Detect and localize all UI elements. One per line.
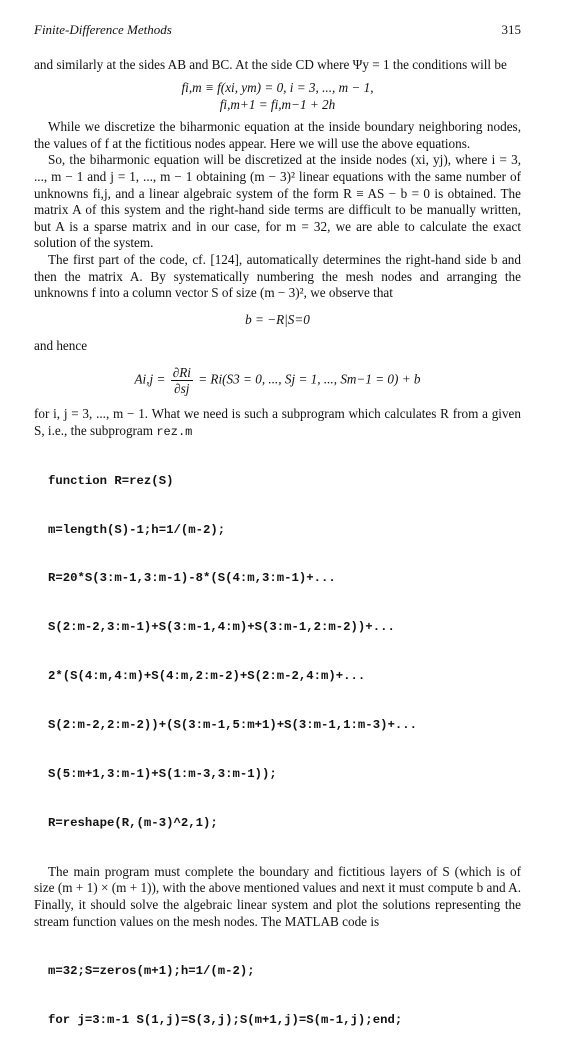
equation-boundary-conditions xyxy=(34,79,521,113)
fraction-denominator: ∂sj xyxy=(174,380,190,396)
code-line: m=length(S)-1;h=1/(m-2); xyxy=(48,522,226,537)
page-number: 315 xyxy=(501,22,521,37)
code-line: R=reshape(R,(m-3)^2,1); xyxy=(48,815,218,830)
paragraph-3: So, the biharmonic equation will be discretized at the inside nodes (xi, yj), where i = 3, ..., m − 1 and j = 1, ..., m − 1 obtaining (m − 3)² linear equations with the same number of unknowns fi,j, and a linear algebraic system of the form R ≡ AS − b = 0 is obtained. The matrix A of this system and the right-hand side terms are difficult to be manually written, but A is a sparse matrix and in our case, for m = 32, we are able to calculate the exact solution of the system. xyxy=(34,152,521,251)
partial-fraction xyxy=(171,365,193,396)
equation-lhs: Ai,j = xyxy=(134,371,166,387)
file-name: rez.m xyxy=(156,424,193,439)
code-line: S(5:m+1,3:m-1)+S(1:m-3,3:m-1)); xyxy=(48,767,277,782)
equation-line-1: fi,m ≡ f(xi, ym) = 0, i = 3, ..., m − 1, xyxy=(181,80,374,96)
equation-b: b = −R|S=0 xyxy=(245,311,310,327)
equation-rhs: = Ri(S3 = 0, ..., Sj = 1, ..., Sm−1 = 0) + b xyxy=(198,371,421,387)
paragraph-2: While we discretize the biharmonic equation at the inside boundary neighboring nodes, the values of f at the fictitious nodes appear. Here we will use the above equations. xyxy=(34,119,521,151)
paragraph-4: The first part of the code, cf. [124], automatically determines the right-hand side b and then the matrix A. By systematically numbering the mesh nodes and arranging the unknowns f into a column vector S of size (m − 3)², we observe that xyxy=(34,251,521,301)
fraction-numerator: ∂Ri xyxy=(172,364,191,380)
running-header xyxy=(34,22,521,39)
paragraph-7: The main program must complete the boundary and fictitious layers of S (which is of size (m + 1) × (m + 1)), with the above mentioned values and next it must compute b and A. Finally, it should solve the algebraic linear system and plot the solutions representing the stream function values on the mesh nodes. The MATLAB code is xyxy=(34,863,521,929)
paragraph-5: and hence xyxy=(34,338,88,354)
code-line: function R=rez(S) xyxy=(48,473,174,488)
code-line: S(2:m-2,2:m-2))+(S(3:m-1,5:m+1)+S(3:m-1,1:m-3)+... xyxy=(48,718,417,733)
code-block-rez xyxy=(48,440,521,864)
code-line: for j=3:m-1 S(1,j)=S(3,j);S(m+1,j)=S(m-1,j);end; xyxy=(48,1012,403,1027)
paragraph-6-text: for i, j = 3, ..., m − 1. What we need is such a subprogram which calculates R from a given S, i.e., the subprogram xyxy=(34,405,521,438)
paragraph-1: and similarly at the sides AB and BC. At the side CD where Ψy = 1 the conditions will be xyxy=(34,56,507,72)
code-block-main xyxy=(48,930,521,1060)
code-line: R=20*S(3:m-1,3:m-1)-8*(S(4:m,3:m-1)+... xyxy=(48,571,336,586)
book-page xyxy=(34,22,521,1061)
code-line: 2*(S(4:m,4:m)+S(4:m,2:m-2)+S(2:m-2,4:m)+... xyxy=(48,669,366,684)
paragraph-6 xyxy=(34,406,521,440)
code-line: S(2:m-2,3:m-1)+S(3:m-1,4:m)+S(3:m-1,2:m-2))+... xyxy=(48,620,395,635)
chapter-title: Finite-Difference Methods xyxy=(34,22,172,37)
equation-matrix-a xyxy=(34,365,521,396)
equation-line-2: fi,m+1 = fi,m−1 + 2h xyxy=(219,97,336,113)
code-line: m=32;S=zeros(m+1);h=1/(m-2); xyxy=(48,963,255,978)
